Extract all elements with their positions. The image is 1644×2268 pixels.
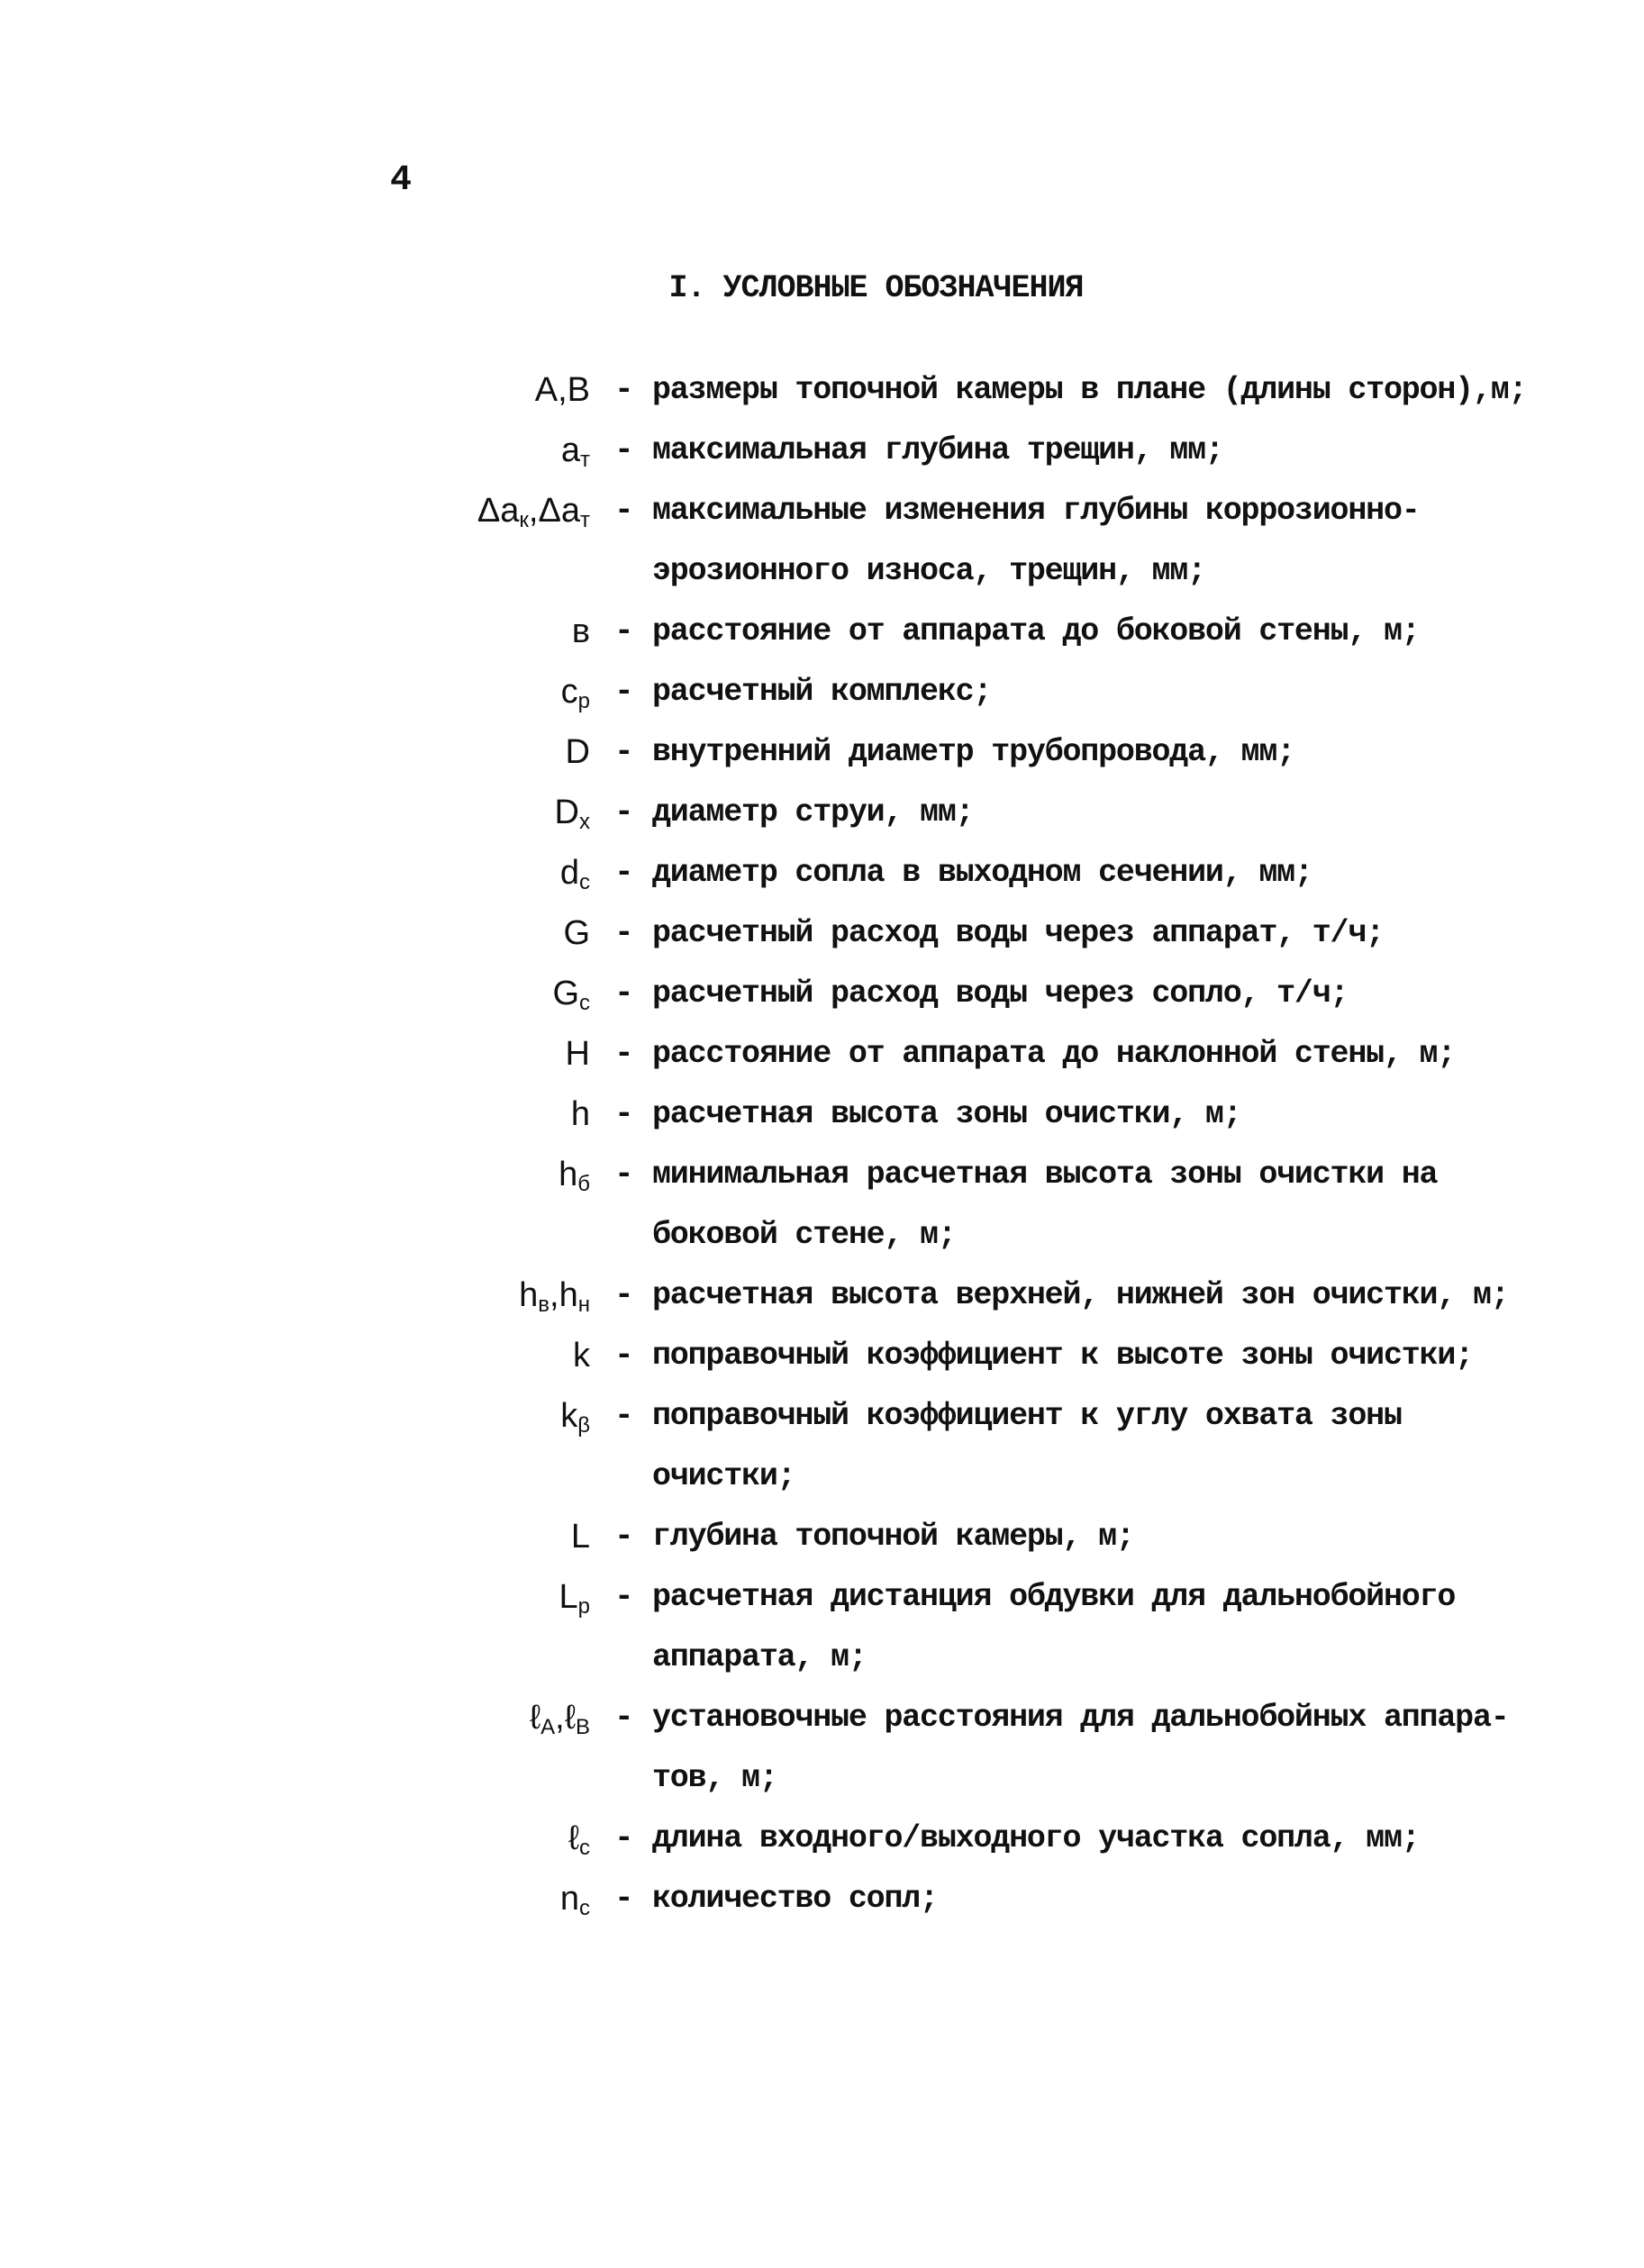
symbol-base: G bbox=[563, 914, 590, 952]
page-number: 4 bbox=[390, 160, 413, 201]
legend-description: расчетная высота зоны очистки, м; bbox=[652, 1096, 1241, 1132]
legend-symbol bbox=[563, 909, 590, 957]
legend-dash: - bbox=[614, 733, 634, 770]
symbol-subscript-second: т bbox=[580, 508, 590, 532]
legend-entry bbox=[0, 607, 1644, 667]
legend-entry-continuation bbox=[0, 1754, 1644, 1814]
symbol-base: a bbox=[560, 431, 580, 469]
legend-dash: - bbox=[614, 1337, 634, 1374]
legend-description: расчетная дистанция обдувки для дальнобойного bbox=[652, 1579, 1456, 1615]
symbol-base: A,B bbox=[534, 371, 590, 409]
symbol-base: h bbox=[559, 1156, 578, 1193]
legend-entry bbox=[0, 486, 1644, 547]
symbol-base: H bbox=[565, 1035, 590, 1073]
legend-symbol bbox=[571, 1512, 590, 1561]
legend-entry bbox=[0, 848, 1644, 909]
legend-entry bbox=[0, 1090, 1644, 1150]
symbol-base: h bbox=[519, 1276, 539, 1314]
legend-dash: - bbox=[614, 612, 634, 649]
symbol-base: k bbox=[573, 1337, 590, 1374]
legend-symbol bbox=[561, 426, 590, 475]
symbol-subscript: х bbox=[579, 810, 590, 834]
symbol-base: n bbox=[559, 1880, 579, 1918]
symbol-subscript: c bbox=[579, 870, 590, 894]
symbol-base: ℓ bbox=[568, 1819, 579, 1857]
legend-description: расчетный комплекс; bbox=[652, 674, 992, 710]
legend-symbol bbox=[552, 969, 590, 1018]
legend-entry-continuation bbox=[0, 1633, 1644, 1693]
symbol-base: L bbox=[570, 1518, 590, 1556]
legend-description: количество сопл; bbox=[652, 1881, 938, 1917]
legend-symbol bbox=[559, 1150, 590, 1199]
symbol-subscript: б bbox=[577, 1172, 590, 1196]
legend-dash: - bbox=[614, 492, 634, 529]
legend-dash: - bbox=[614, 1880, 634, 1917]
legend-dash: - bbox=[614, 1397, 634, 1434]
symbol-subscript: β bbox=[577, 1413, 590, 1438]
legend-dash: - bbox=[614, 1276, 634, 1313]
legend-description: расстояние от аппарата до боковой стены, м; bbox=[652, 613, 1420, 649]
legend-description: расчетный расход воды через сопло, т/ч; bbox=[652, 975, 1349, 1012]
legend-entry bbox=[0, 728, 1644, 788]
legend-entry bbox=[0, 1512, 1644, 1573]
legend-dash: - bbox=[614, 1699, 634, 1736]
symbol-base: ℓ bbox=[529, 1699, 541, 1737]
symbol-base-second: ,Δa bbox=[528, 492, 580, 530]
symbol-base: Δa bbox=[477, 492, 520, 530]
legend-symbol bbox=[519, 1271, 590, 1320]
legend-dash: - bbox=[614, 794, 634, 830]
legend-dash: - bbox=[614, 914, 634, 951]
legend-description: поправочный коэффициент к углу охвата зоны bbox=[652, 1398, 1402, 1434]
symbol-subscript: c bbox=[579, 1836, 590, 1860]
symbol-base: L bbox=[559, 1578, 578, 1616]
legend-description: очистки; bbox=[652, 1458, 795, 1494]
legend-dash: - bbox=[614, 854, 634, 891]
symbol-subscript: c bbox=[579, 991, 590, 1015]
legend-entry bbox=[0, 1392, 1644, 1452]
legend-symbol bbox=[477, 486, 590, 535]
legend-list bbox=[0, 366, 1644, 1935]
legend-description: длина входного/выходного участка сопла, мм; bbox=[652, 1820, 1420, 1856]
symbol-base: D bbox=[565, 733, 590, 771]
legend-entry bbox=[0, 1331, 1644, 1392]
legend-description: тов, м; bbox=[652, 1760, 777, 1796]
legend-dash: - bbox=[614, 975, 634, 1012]
symbol-subscript-second: н bbox=[577, 1293, 590, 1317]
symbol-subscript: р bbox=[577, 1594, 590, 1619]
legend-symbol bbox=[535, 366, 590, 414]
legend-entry-continuation bbox=[0, 547, 1644, 607]
legend-dash: - bbox=[614, 1156, 634, 1193]
legend-dash: - bbox=[614, 431, 634, 468]
legend-symbol bbox=[560, 1874, 590, 1923]
symbol-base-second: ,ℓ bbox=[555, 1699, 576, 1737]
legend-description: расстояние от аппарата до наклонной стены, м; bbox=[652, 1036, 1456, 1072]
symbol-base: в bbox=[571, 612, 590, 650]
legend-dash: - bbox=[614, 1518, 634, 1555]
symbol-subscript: к bbox=[519, 508, 529, 532]
legend-description: минимальная расчетная высота зоны очистки на bbox=[652, 1157, 1438, 1193]
legend-entry bbox=[0, 1874, 1644, 1935]
legend-dash: - bbox=[614, 1035, 634, 1072]
section-title: I. УСЛОВНЫЕ ОБОЗНАЧЕНИЯ bbox=[668, 270, 1084, 306]
symbol-subscript: A bbox=[540, 1715, 556, 1739]
legend-entry bbox=[0, 909, 1644, 969]
legend-description: эрозионного износа, трещин, мм; bbox=[652, 553, 1205, 589]
symbol-base: k bbox=[560, 1397, 578, 1435]
legend-description: диаметр струи, мм; bbox=[652, 794, 974, 830]
legend-entry bbox=[0, 1573, 1644, 1633]
legend-symbol bbox=[566, 728, 590, 776]
legend-entry bbox=[0, 969, 1644, 1030]
symbol-subscript-second: B bbox=[575, 1715, 590, 1739]
legend-dash: - bbox=[614, 673, 634, 710]
legend-symbol bbox=[566, 1030, 590, 1078]
legend-symbol bbox=[559, 1573, 591, 1621]
legend-description: боковой стене, м; bbox=[652, 1217, 956, 1253]
symbol-subscript: в bbox=[538, 1293, 550, 1317]
legend-dash: - bbox=[614, 371, 634, 408]
legend-entry bbox=[0, 788, 1644, 848]
legend-symbol bbox=[530, 1693, 590, 1742]
legend-description: глубина топочной камеры, м; bbox=[652, 1519, 1134, 1555]
legend-entry bbox=[0, 1693, 1644, 1754]
legend-symbol bbox=[561, 667, 590, 716]
legend-entry-continuation bbox=[0, 1211, 1644, 1271]
legend-entry bbox=[0, 1030, 1644, 1090]
legend-description: аппарата, м; bbox=[652, 1639, 867, 1675]
symbol-base: D bbox=[554, 794, 579, 831]
legend-symbol bbox=[555, 788, 590, 837]
legend-description: диаметр сопла в выходном сечении, мм; bbox=[652, 855, 1312, 891]
legend-entry bbox=[0, 1814, 1644, 1874]
legend-entry bbox=[0, 426, 1644, 486]
legend-entry bbox=[0, 366, 1644, 426]
legend-dash: - bbox=[614, 1578, 634, 1615]
legend-dash: - bbox=[614, 1095, 634, 1132]
legend-entry bbox=[0, 1271, 1644, 1331]
legend-symbol bbox=[560, 1392, 590, 1440]
symbol-base: h bbox=[570, 1095, 590, 1133]
symbol-base: G bbox=[552, 975, 579, 1012]
symbol-subscript: c bbox=[579, 1896, 590, 1920]
legend-description: максимальная глубина трещин, мм; bbox=[652, 432, 1223, 468]
legend-dash: - bbox=[614, 1819, 634, 1856]
legend-description: установочные расстояния для дальнобойных аппара- bbox=[652, 1700, 1509, 1736]
legend-description: размеры топочной камеры в плане (длины сторон),м; bbox=[652, 372, 1527, 408]
legend-symbol bbox=[573, 1331, 590, 1380]
legend-description: максимальные изменения глубины коррозионно- bbox=[652, 493, 1420, 529]
legend-description: расчетная высота верхней, нижней зон очистки, м; bbox=[652, 1277, 1509, 1313]
legend-symbol bbox=[568, 1814, 590, 1863]
legend-description: внутренний диаметр трубопровода, мм; bbox=[652, 734, 1294, 770]
symbol-base: c bbox=[560, 673, 578, 711]
symbol-subscript: т bbox=[580, 448, 590, 472]
legend-symbol bbox=[560, 848, 590, 897]
legend-entry bbox=[0, 667, 1644, 728]
legend-entry bbox=[0, 1150, 1644, 1211]
symbol-subscript: р bbox=[577, 689, 590, 713]
symbol-base-second: ,h bbox=[550, 1276, 578, 1314]
legend-description: поправочный коэффициент к высоте зоны очистки; bbox=[652, 1338, 1473, 1374]
legend-entry-continuation bbox=[0, 1452, 1644, 1512]
legend-description: расчетный расход воды через аппарат, т/ч; bbox=[652, 915, 1384, 951]
symbol-base: d bbox=[559, 854, 579, 892]
legend-symbol bbox=[571, 1090, 590, 1139]
legend-symbol bbox=[572, 607, 590, 656]
